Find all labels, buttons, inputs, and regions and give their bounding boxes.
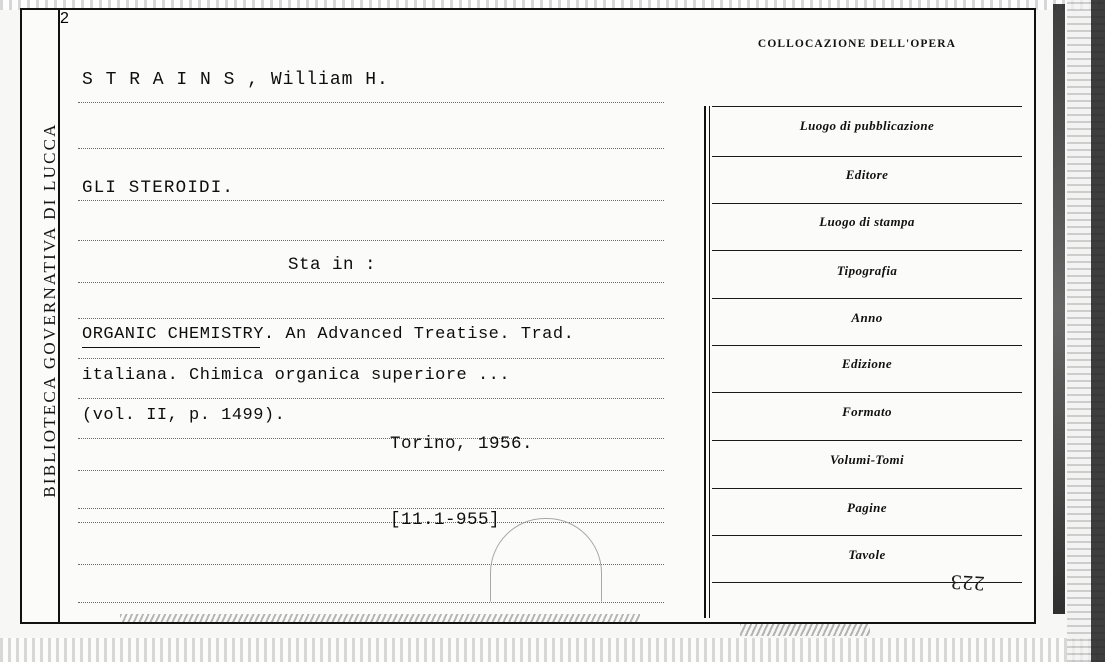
source-line-1: ORGANIC CHEMISTRY. An Advanced Treatise. Trad. <box>82 325 575 344</box>
collocation-heading: COLLOCAZIONE DELL'OPERA <box>757 38 957 50</box>
field-rule <box>712 345 1022 346</box>
field-rule <box>712 156 1022 157</box>
ruled-line <box>78 508 664 509</box>
field-label: Tipografia <box>836 263 898 278</box>
ruled-line <box>78 470 664 471</box>
sta-in-line: Sta in : <box>288 255 377 275</box>
call-number-superscript: 2 <box>60 10 69 27</box>
source-line-2: italiana. Chimica organica superiore ... <box>82 366 511 385</box>
ruled-line <box>78 240 664 241</box>
call-number <box>390 510 500 530</box>
ruled-line <box>78 148 664 149</box>
field-rule <box>712 488 1022 489</box>
pencil-arc-mark <box>490 518 602 602</box>
call-number-text: [11.1-955 <box>390 510 490 530</box>
field-label: Anno <box>851 310 883 325</box>
field-rule <box>712 535 1022 536</box>
ruled-line <box>78 282 664 283</box>
ruled-line <box>78 318 664 319</box>
source-title-underline <box>82 347 260 348</box>
ruled-line <box>78 200 664 201</box>
scan-dark-strip <box>1053 4 1065 614</box>
field-label: Tavole <box>848 547 886 562</box>
field-rule <box>712 298 1022 299</box>
scan-smudge <box>120 614 640 624</box>
author-line: S T R A I N S , William H. <box>82 70 389 90</box>
field-rule <box>712 250 1022 251</box>
card-frame <box>20 8 1036 624</box>
library-name-vertical: BIBLIOTECA GOVERNATIVA DI LUCCA <box>40 122 59 498</box>
field-label: Formato <box>842 404 892 419</box>
field-rule <box>712 392 1022 393</box>
collocation-panel <box>682 10 1032 618</box>
ruled-line <box>78 602 664 603</box>
source-line-3: (vol. II, p. 1499). <box>82 406 286 425</box>
shelf-mark-stamp: 223 <box>949 570 986 596</box>
ruled-line <box>78 398 664 399</box>
field-rule <box>712 203 1022 204</box>
scan-smudge-bottom <box>740 622 870 636</box>
field-label: Edizione <box>841 356 893 371</box>
title-line: GLI STEROIDI. <box>82 178 235 198</box>
scan-edge-far-right <box>1091 0 1105 662</box>
call-number-close: ] <box>489 510 501 530</box>
ruled-line <box>78 438 664 439</box>
scan-edge-bottom <box>0 638 1105 662</box>
ruled-line <box>78 522 664 523</box>
field-rule <box>712 440 1022 441</box>
field-label: Editore <box>845 167 889 182</box>
field-rule <box>712 106 1022 107</box>
panel-left-rule-2 <box>709 106 710 618</box>
ruled-line <box>78 358 664 359</box>
field-label: Pagine <box>847 500 887 515</box>
imprint-line: Torino, 1956. <box>390 434 534 454</box>
card-main-area <box>60 10 682 618</box>
panel-left-rule <box>704 106 706 618</box>
field-label: Volumi-Tomi <box>830 452 904 467</box>
ruled-line <box>78 102 664 103</box>
field-label: Luogo di stampa <box>819 214 915 229</box>
field-label: Luogo di pubblicazione <box>799 118 935 133</box>
